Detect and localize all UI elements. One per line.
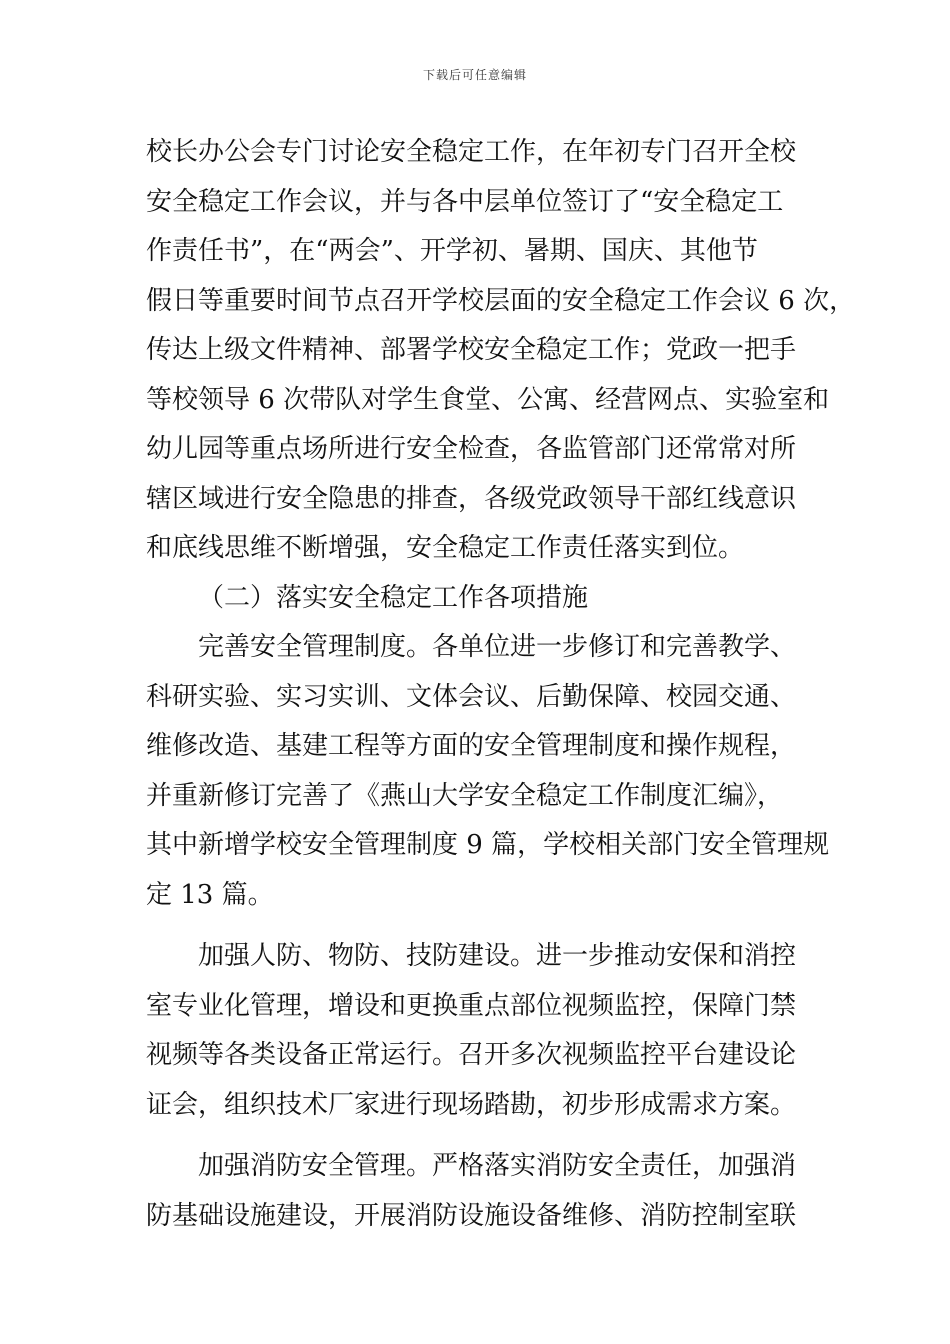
- text-line: 传达上级文件精神、部署学校安全稳定工作；党政一把手: [146, 335, 797, 365]
- text-line: 安全稳定工作会议，并与各中层单位签订了“安全稳定工: [146, 186, 784, 217]
- text-line: 防基础设施建设，开展消防设施设备维修、消防控制室联: [146, 1200, 797, 1231]
- text-line: 加强消防安全管理。严格落实消防安全责任，加强消: [198, 1151, 797, 1181]
- document-body: [146, 128, 856, 1241]
- text-line: 室专业化管理，增设和更换重点部位视频监控，保障门禁: [146, 990, 797, 1021]
- paragraph-gap: [146, 1130, 816, 1142]
- text-line: 证会，组织技术厂家进行现场踏勘，初步形成需求方案。: [146, 1089, 797, 1120]
- text-line: 校长办公会专门讨论安全稳定工作，在年初专门召开全校: [146, 137, 797, 167]
- text-line: 视频等各类设备正常运行。召开多次视频监控平台建设论: [146, 1040, 797, 1070]
- text-line: 和底线思维不断增强，安全稳定工作责任落实到位。: [146, 533, 745, 563]
- text-line: 并重新修订完善了《燕山大学安全稳定工作制度汇编》，: [146, 780, 784, 811]
- text-line: 定 13 篇。: [146, 879, 274, 910]
- text-line: 假日等重要时间节点召开学校层面的安全稳定工作会议 6 次，: [146, 285, 856, 316]
- section-heading: （二）落实安全稳定工作各项措施: [198, 582, 589, 613]
- text-line: 完善安全管理制度。各单位进一步修订和完善教学、: [198, 632, 797, 662]
- text-line: 作责任书”，在“两会”、开学初、暑期、国庆、其他节: [146, 236, 758, 266]
- text-line: 幼儿园等重点场所进行安全检查，各监管部门还常常对所: [146, 434, 797, 464]
- text-line: 辖区域进行安全隐患的排查，各级党政领导干部红线意识: [146, 483, 797, 514]
- page-header-note: 下载后可任意编辑: [422, 68, 527, 82]
- text-line: 其中新增学校安全管理制度 9 篇，学校相关部门安全管理规: [146, 830, 830, 860]
- text-line: 等校领导 6 次带队对学生食堂、公寓、经营网点、实验室和: [146, 384, 830, 415]
- text-line: 维修改造、基建工程等方面的安全管理制度和操作规程，: [146, 731, 797, 761]
- text-line: 加强人防、物防、技防建设。进一步推动安保和消控: [198, 941, 797, 971]
- text-line: 科研实验、实习实训、文体会议、后勤保障、校园交通、: [146, 681, 797, 712]
- paragraph-gap: [146, 920, 816, 932]
